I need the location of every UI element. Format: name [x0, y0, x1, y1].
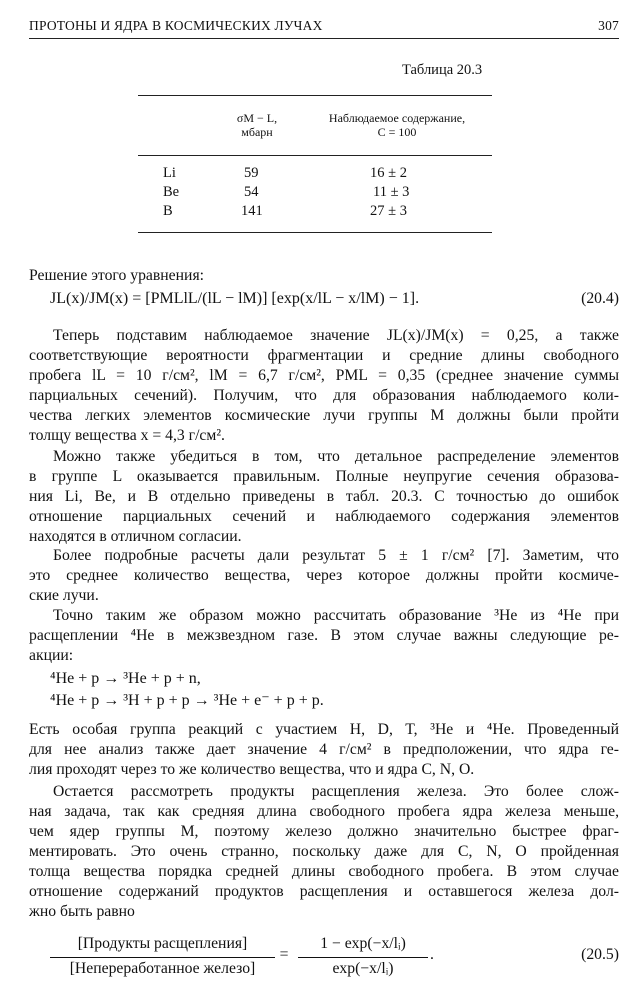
table-cell-abundance: 27 ± 3: [370, 203, 407, 219]
text-line: Точно таким же образом можно рассчитать образование ³He из ⁴He при: [53, 607, 619, 624]
text-line: Есть особая группа реакций с участием H, D, T, ³He и ⁴He. Проведенный: [29, 721, 619, 738]
running-head: [29, 14, 619, 39]
eq205-right-denominator: exp(−x/lᵢ): [332, 960, 394, 977]
text-line: это среднее количество вещества, через которое должны пройти космиче-: [29, 567, 619, 584]
text-line: толща вещества порядка средней длины свободного пробега. В этом случае: [29, 863, 619, 880]
text-line: ские лучи.: [29, 587, 99, 604]
page-number: 307: [598, 18, 619, 33]
text-line: ная задача, так как средняя длина свободного пробега ядра железа меньше,: [29, 803, 619, 820]
running-title: ПРОТОНЫ И ЯДРА В КОСМИЧЕСКИХ ЛУЧАХ: [29, 18, 323, 33]
table-cell-element: Be: [163, 184, 180, 200]
text-line: толщу вещества x = 4,3 г/см².: [29, 427, 225, 444]
equation-number-20-5: (20.5): [581, 946, 619, 963]
paragraph-3: [29, 447, 619, 547]
text-line: Решение этого уравнения:: [29, 267, 205, 284]
text-line: лия проходят через то же количество вещества, что и ядра C, N, O.: [29, 761, 475, 778]
table-header-rule: [138, 155, 492, 156]
text-line: соответствующие вероятности фрагментации и средние длины свободного: [29, 347, 619, 364]
table-col1-header: [222, 111, 292, 139]
eq205-left-denominator: [Непереработанное железо]: [69, 960, 256, 977]
text-line: пробега lL = 10 г/см², lM = 6,7 г/см², PML = 0,35 (среднее значение суммы: [29, 367, 619, 384]
text-line: отношение содержаний продуктов расщепления и оставшегося железа дол-: [29, 883, 619, 900]
text-line: Теперь подставим наблюдаемое значение JL(x)/JM(x) = 0,25, а также: [53, 327, 619, 344]
eq205-left-numerator: [Продукты расщепления]: [77, 935, 248, 952]
table-cell-element: Li: [163, 165, 176, 181]
text-line: ментировать. Это очень странно, поскольку даже для C, N, O пройденная: [29, 843, 619, 860]
reaction-1: ⁴He + p → ³He + p + n,: [50, 670, 201, 687]
eq205-equals-sign: =: [279, 946, 289, 963]
eq205-right-numerator: 1 − exp(−x/lᵢ): [320, 935, 406, 952]
text-line: чем ядер группы M, поэтому железо должно значительно быстрее фраг-: [29, 823, 619, 840]
paragraph-6: [29, 720, 619, 780]
table-cell-abundance: 11 ± 3: [373, 184, 410, 200]
text-line: Можно также убедиться в том, что детальное распределение элементов: [53, 448, 619, 465]
table-col2-header-line1: Наблюдаемое содержание,: [328, 111, 466, 125]
table-col1-header-line1: σM − L,: [236, 111, 278, 125]
text-line: парциальных сечений). Получим, что для образования наблюдаемого коли-: [29, 387, 619, 404]
paragraph-5: [29, 606, 619, 666]
text-line: акции:: [29, 647, 74, 664]
table-caption: Таблица 20.3: [402, 62, 483, 78]
table-cell-element: B: [163, 203, 173, 219]
paragraph-4: [29, 546, 619, 606]
text-line: Более подробные расчеты дали результат 5 ± 1 г/см² [7]. Заметим, что: [53, 547, 619, 564]
equation-number-20-4: (20.4): [581, 290, 619, 307]
eq205-period: .: [430, 946, 434, 963]
eq205-right-fraction-bar: [298, 957, 428, 958]
table-cell-sigma: 59: [244, 165, 259, 181]
eq205-left-fraction-bar: [50, 957, 275, 958]
text-line: отношение парциальных сечений и наблюдаемого содержания элементов: [29, 508, 619, 525]
reaction-2: ⁴He + p → ³H + p + p → ³He + e⁻ + p + p.: [50, 692, 324, 709]
paragraph-7: [29, 782, 619, 922]
table-col2-header-line2: C = 100: [377, 125, 417, 139]
paragraph-2: [29, 326, 619, 446]
table-cell-sigma: 54: [244, 184, 259, 200]
text-line: находятся в отличном согласии.: [29, 528, 242, 545]
text-line: в группе L оказывается правильным. Полные неупругие сечения образова-: [29, 468, 619, 485]
text-line: чества легких элементов космические лучи группы M должны были пройти: [29, 407, 619, 424]
equation-20-4: JL(x)/JM(x) = [PMLlL/(lL − lM)] [exp(x/lL − x/lM) − 1].: [50, 290, 420, 307]
paragraph-intro: [29, 266, 619, 286]
text-line: Остается рассмотреть продукты расщепления железа. Это более слож-: [53, 783, 619, 800]
table-col2-header: [312, 111, 482, 139]
text-line: расщеплении ⁴He в межзвездном газе. В этом случае важны следующие ре-: [29, 627, 619, 644]
text-line: ния Li, Be, и B отдельно приведены в табл. 20.3. С точностью до ошибок: [29, 488, 619, 505]
table-cell-sigma: 141: [241, 203, 263, 219]
table-col1-header-line2: мбарн: [241, 125, 273, 139]
text-line: жно быть равно: [29, 903, 135, 920]
table-top-rule: [138, 95, 492, 96]
table-bottom-rule: [138, 232, 492, 233]
text-line: для нее анализ также дает значение 4 г/см² в предположении, что ядра ге-: [29, 741, 619, 758]
table-cell-abundance: 16 ± 2: [370, 165, 407, 181]
